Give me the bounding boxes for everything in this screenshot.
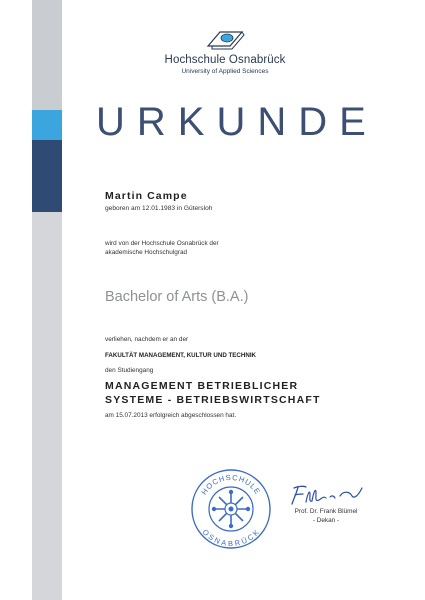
side-bar-grey-top (32, 0, 62, 110)
intro-line-1: wird von der Hochschule Osnabrück der (105, 240, 219, 247)
institution-subtitle: University of Applied Sciences (181, 68, 269, 75)
side-bar-light-blue (32, 110, 62, 140)
university-logo-icon (206, 26, 246, 50)
recipient-name: Martin Campe (105, 190, 188, 202)
side-bar-grey-bottom (32, 212, 62, 600)
degree-title: Bachelor of Arts (B.A.) (105, 289, 249, 305)
handwritten-signature (288, 482, 366, 508)
completion-line: am 15.07.2013 erfolgreich abgeschlossen hat. (105, 412, 237, 419)
seal-text-top: HOCHSCHULE (199, 472, 263, 497)
university-seal-icon (190, 468, 272, 550)
course-name-line-2: SYSTEME - BETRIEBSWIRTSCHAFT (105, 394, 321, 406)
faculty-name: FAKULTÄT MANAGEMENT, KULTUR UND TECHNIK (105, 352, 257, 359)
side-bar-dark-blue (32, 140, 62, 212)
awarded-line: verliehen, nachdem er an der (105, 336, 189, 343)
seal-text-bottom: OSNABRÜCK (200, 527, 262, 549)
signatory-name: Prof. Dr. Frank Blümel (294, 508, 358, 515)
institution-name: Hochschule Osnabrück (164, 54, 286, 66)
course-label: den Studiengang (105, 367, 154, 374)
course-name-line-1: MANAGEMENT BETRIEBLICHER (105, 380, 299, 392)
intro-line-2: akademische Hochschulgrad (105, 249, 188, 256)
birth-line: geboren am 12.01.1983 in Gütersloh (105, 205, 213, 212)
signatory-role: - Dekan - (312, 517, 340, 524)
document-title: URKUNDE (96, 100, 378, 144)
